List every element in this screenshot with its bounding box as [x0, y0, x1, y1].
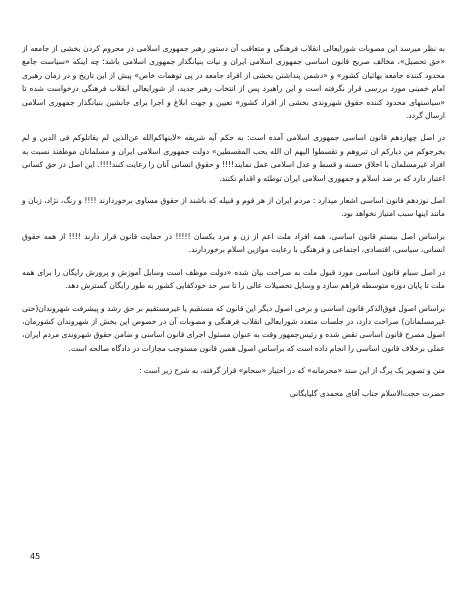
paragraph-4: براساس اصل بیستم قانون اساسی، همه افراد ملت اعم از زن و مرد یکسان !!!!! در حمایت قانون قرار دارند !!!! از همه حقوق انسانی، سیاسی، اقتصادی، اجتماعی و فرهنگی با رعایت موازین اسلام برخوردارند.	[22, 231, 445, 255]
closing-line: حضرت حجت‌الاسلام جناب آقای محمدی گلپایگانی	[289, 388, 445, 398]
document-body	[22, 42, 445, 406]
page-number: 45	[30, 552, 41, 561]
paragraph-7: متن و تصویر یک برگ از این سند «محرمانه» که در اختیار «سحام» قرار گرفته، به شرح زیر است :	[139, 366, 445, 376]
paragraph-1: به نظر میرسد این مصوبات شورایعالی انقلاب فرهنگی و متعاقب آن دستور رهبر جمهوری اسلامی در محروم کردن بخشی از جامعه از «حق تحصیل»، مخالف صریح قانون اساسی جمهوری اسلامی ایران و نیات بنیانگذار جمهوری اسلامی باشد؛ چه اینکه «سیاست جامع محدود کننده جامعه بهائیان کشور» و «دشمن پنداشتن بخشی از افراد جامعه در پی توهمات خاص» پیش از این تاریخ و در زمان رهبری امام خمینی مورد بررسی قرار نگرفته است و این راهبرد پس از انتخاب رهبر جدید، از شورایعالی انقلاب فرهنگی درخواست شده تا «سیاستهای محدود کننده حقوق شهروندی بخشی از افراد کشور» تعیین و جهت ابلاغ و اجرا برای جانشین بنیانگذار جمهوری اسلامی ارسال گردد.	[22, 44, 445, 121]
paragraph-6: براساس اصول فوق‌الذکر قانون اساسی و برخی اصول دیگر این قانون که مستقیم یا غیرمستقیم بر حق رشد و پیشرفت شهروندان(حتی غیرمسلمانان) صراحت دارد، در جلسات متعدد شورایعالی انقلاب فرهنگی و مصوبات آن در خصوص این بخش از شهروندان کشورمان، اصول مصرح قانون اساسی نقض شده و رئیس‌جمهور وقت به عنوان مسئول اجرای قانون اساسی و ضامن حقوق شهروندی مردم ایران، عملی برخلاف قانون اساسی را انجام داده است که براساس اصول همین قانون مستوجب مجازات در دادگاه صالحه است.	[22, 303, 445, 353]
paragraph-5: در اصل سیام قانون اساسی مورد قبول ملت به صراحت بیان شده «دولت موظف است وسایل آموزش و پرورش رایگان را برای همه ملت تا پایان دوره متوسطه فراهم سازد و وسایل تحصیلات عالی را تا سر حد خودکفایی کشور به طور رایگان گسترش دهد.	[22, 267, 445, 291]
paragraph-3: اصل نوزدهم قانون اساسی اشعار میدارد : مردم ایران از هر قوم و قبیله که باشند از حقوق مساوی برخوردارند !!!! و رنگ، نژاد، زبان و مانند اینها سبب امتیاز نخواهد بود.	[22, 196, 445, 219]
paragraph-2: در اصل چهاردهم قانون اساسی جمهوری اسلامی آمده است: به حکم آیه شریفه «لاینهاکم‌الله عن‌الذین لم یقاتلوکم فی الدین و لم یخرجوکم من دیارکم ان تبروهم و تقسطوا الیهم ان الله یحب المقسطین» دولت جمهوری اسلامی ایران و مسلمانان موظفند نسبت به افراد غیرمسلمان با اخلاق حسنه و قسط و عدل اسلامی عمل نمایند!!!! و حقوق انسانی آنان را رعایت کنند!!!!. این اصل در حق کسانی اعتبار دارد که بر ضد اسلام و جمهوری اسلامی ایران توطئه و اقدام نکنند.	[22, 133, 445, 183]
